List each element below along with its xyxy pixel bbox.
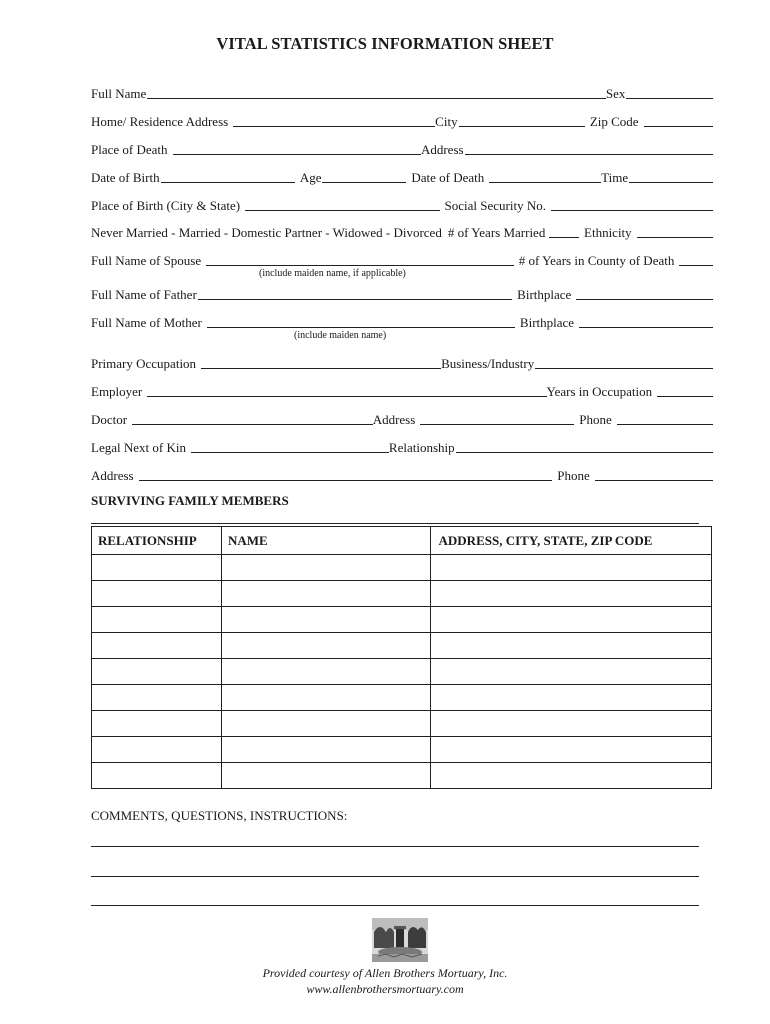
relationship-cell[interactable] (92, 607, 222, 633)
home-address-row (91, 112, 713, 130)
sex-label: Sex (605, 86, 626, 101)
full-name-row (91, 84, 713, 102)
relationship-cell[interactable] (92, 633, 222, 659)
table-row (92, 659, 712, 685)
address-cell[interactable] (430, 555, 711, 581)
mother-name-label: Full Name of Mother (91, 315, 202, 330)
date-of-birth-field[interactable] (161, 169, 295, 183)
relationship-cell[interactable] (92, 763, 222, 789)
zip-code-label: Zip Code (589, 114, 639, 129)
surviving-family-table (91, 526, 712, 789)
ethnicity-field[interactable] (637, 224, 713, 238)
relationship-field[interactable] (456, 439, 713, 453)
table-row (92, 685, 712, 711)
footer-website[interactable]: www.allenbrothersmortuary.com (306, 982, 464, 996)
spouse-name-field[interactable] (206, 252, 514, 266)
footer-courtesy: Provided courtesy of Allen Brothers Mortuary, Inc. (262, 966, 508, 980)
years-in-occupation-field[interactable] (657, 383, 713, 397)
father-birthplace-label: Birthplace (517, 287, 572, 302)
primary-occupation-label: Primary Occupation (91, 356, 197, 371)
relationship-cell[interactable] (92, 737, 222, 763)
table-row (92, 581, 712, 607)
relationship-column-header: RELATIONSHIP (92, 527, 222, 555)
name-cell[interactable] (221, 581, 430, 607)
years-in-county-label: # of Years in County of Death (518, 253, 675, 268)
relationship-cell[interactable] (92, 555, 222, 581)
next-of-kin-label: Legal Next of Kin (91, 440, 186, 455)
table-row (92, 763, 712, 789)
father-birthplace-field[interactable] (576, 286, 713, 300)
date-of-death-field[interactable] (489, 169, 601, 183)
place-of-death-row (91, 140, 713, 158)
next-of-kin-field[interactable] (191, 439, 389, 453)
table-row (92, 555, 712, 581)
address-cell[interactable] (430, 737, 711, 763)
spouse-maiden-note: (include maiden name, if applicable) (259, 268, 406, 279)
table-row (92, 711, 712, 737)
doctor-row (91, 410, 713, 428)
name-cell[interactable] (221, 711, 430, 737)
business-industry-label: Business/Industry (441, 356, 535, 371)
relationship-cell[interactable] (92, 659, 222, 685)
date-of-birth-label: Date of Birth (91, 170, 160, 185)
mortuary-logo-image (372, 918, 428, 962)
place-of-birth-field[interactable] (245, 197, 439, 211)
table-header-row (92, 527, 712, 555)
age-field[interactable] (322, 169, 406, 183)
name-cell[interactable] (221, 685, 430, 711)
comment-line-2[interactable] (91, 876, 699, 877)
full-name-label: Full Name (91, 86, 147, 101)
ssn-field[interactable] (551, 197, 713, 211)
place-of-death-label: Place of Death (91, 142, 168, 157)
name-cell[interactable] (221, 633, 430, 659)
relationship-cell[interactable] (92, 711, 222, 737)
kin-address-label: Address (91, 468, 134, 483)
city-field[interactable] (459, 113, 585, 127)
place-of-birth-label: Place of Birth (City & State) (91, 198, 241, 213)
doctor-phone-label: Phone (579, 412, 612, 427)
relationship-label: Relationship (388, 440, 455, 455)
kin-address-row (91, 466, 713, 484)
dates-row (91, 168, 713, 186)
address-cell[interactable] (430, 581, 711, 607)
address-cell[interactable] (430, 763, 711, 789)
city-label: City (435, 114, 458, 129)
date-of-death-label: Date of Death (411, 170, 485, 185)
father-name-field[interactable] (198, 286, 512, 300)
kin-address-field[interactable] (139, 467, 553, 481)
table-row (92, 607, 712, 633)
mother-birthplace-label: Birthplace (519, 315, 575, 330)
years-in-occupation-label: Years in Occupation (546, 384, 653, 399)
father-name-label: Full Name of Father (91, 287, 197, 302)
section-divider (91, 523, 699, 524)
doctor-label: Doctor (91, 412, 128, 427)
address-cell[interactable] (430, 659, 711, 685)
table-row (92, 633, 712, 659)
place-of-death-address-label: Address (420, 142, 464, 157)
primary-occupation-field[interactable] (201, 355, 441, 369)
employer-label: Employer (91, 384, 143, 399)
occupation-row (91, 354, 713, 372)
surviving-family-rows (92, 555, 712, 789)
employer-field[interactable] (147, 383, 546, 397)
doctor-phone-field[interactable] (617, 411, 713, 425)
father-row (91, 285, 713, 303)
name-cell[interactable] (221, 555, 430, 581)
time-field[interactable] (629, 169, 713, 183)
years-married-label: # of Years Married (447, 225, 546, 240)
marital-row (91, 223, 713, 241)
home-address-label: Home/ Residence Address (91, 114, 229, 129)
relationship-cell[interactable] (92, 685, 222, 711)
ethnicity-label: Ethnicity (584, 225, 632, 240)
spouse-name-label: Full Name of Spouse (91, 253, 202, 268)
address-cell[interactable] (430, 633, 711, 659)
address-column-header: ADDRESS, CITY, STATE, ZIP CODE (430, 527, 711, 555)
home-address-field[interactable] (233, 113, 435, 127)
mother-row (91, 313, 713, 331)
name-cell[interactable] (221, 763, 430, 789)
full-name-field[interactable] (147, 85, 606, 99)
address-cell[interactable] (430, 711, 711, 737)
marital-status-options[interactable]: Never Married - Married - Domestic Partner - Widowed - Divorced (91, 225, 442, 240)
doctor-address-field[interactable] (420, 411, 574, 425)
mother-name-field[interactable] (207, 314, 515, 328)
kin-phone-field[interactable] (595, 467, 713, 481)
spouse-row (91, 251, 713, 269)
name-column-header: NAME (221, 527, 430, 555)
doctor-address-label: Address (372, 412, 416, 427)
comments-label: COMMENTS, QUESTIONS, INSTRUCTIONS: (91, 808, 348, 823)
kin-phone-label: Phone (557, 468, 590, 483)
place-of-death-address-field[interactable] (465, 141, 713, 155)
surviving-family-heading: SURVIVING FAMILY MEMBERS (91, 493, 289, 508)
ssn-label: Social Security No. (444, 198, 546, 213)
comment-line-1[interactable] (91, 846, 699, 847)
age-label: Age (299, 170, 322, 185)
address-cell[interactable] (430, 685, 711, 711)
mother-birthplace-field[interactable] (579, 314, 713, 328)
name-cell[interactable] (221, 659, 430, 685)
time-label: Time (601, 170, 629, 185)
doctor-field[interactable] (132, 411, 373, 425)
comment-line-3[interactable] (91, 905, 699, 906)
name-cell[interactable] (221, 607, 430, 633)
zip-code-field[interactable] (644, 113, 713, 127)
place-of-death-field[interactable] (173, 141, 421, 155)
sex-field[interactable] (626, 85, 713, 99)
address-cell[interactable] (430, 607, 711, 633)
place-of-birth-row (91, 196, 713, 214)
business-industry-field[interactable] (535, 355, 713, 369)
years-in-county-field[interactable] (679, 252, 713, 266)
relationship-cell[interactable] (92, 581, 222, 607)
name-cell[interactable] (221, 737, 430, 763)
table-row (92, 737, 712, 763)
mother-maiden-note: (include maiden name) (294, 330, 387, 341)
form-title: VITAL STATISTICS INFORMATION SHEET (216, 34, 554, 53)
years-married-field[interactable] (549, 224, 579, 238)
next-of-kin-row (91, 438, 713, 456)
employer-row (91, 382, 713, 400)
